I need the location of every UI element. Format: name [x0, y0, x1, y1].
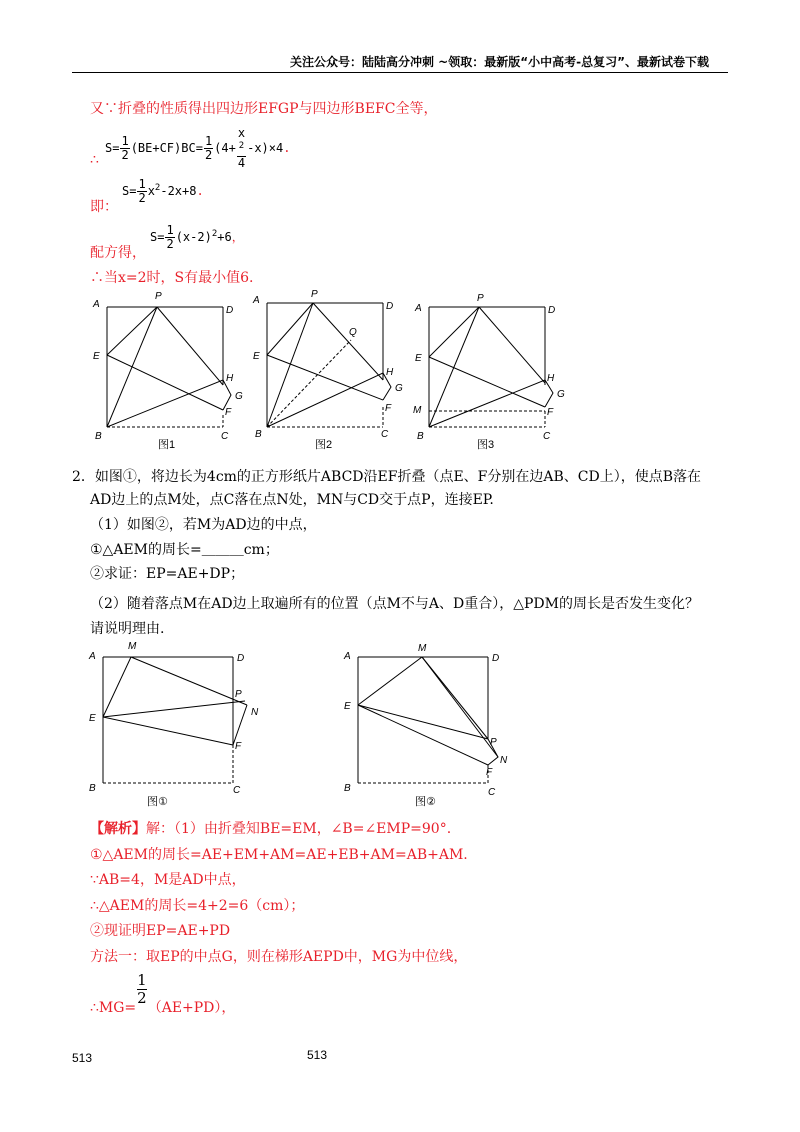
figc2-label-d: D	[492, 653, 500, 664]
fig1-label-d: D	[226, 305, 234, 316]
fig2-label-g: G	[395, 383, 403, 394]
figure-3	[429, 305, 556, 427]
fig1-label-p: P	[155, 291, 162, 302]
ji-label: 即：	[90, 199, 118, 215]
fig2-label-f: F	[385, 403, 392, 414]
fig1-caption: 图1	[158, 439, 176, 451]
fig1-label-h: H	[226, 373, 234, 384]
problem2-q1a: ①△AEM的周长=＿＿＿cm；	[90, 542, 279, 558]
analysis-line2: ①△AEM的周长=AE+EM+AM=AE+EB+AM=AB+AM.	[90, 847, 468, 863]
figc1-label-d: D	[237, 653, 245, 664]
header-rule	[72, 72, 728, 73]
figc2-label-m: M	[418, 643, 427, 654]
analysis-line4: ∴△AEM的周长=4+2=6（cm）；	[90, 898, 305, 914]
fig1-label-c: C	[221, 431, 229, 442]
fig1-label-a: A	[93, 299, 100, 310]
figc1-label-a: A	[89, 651, 96, 662]
analysis-line6: 方法一：取EP的中点G，则在梯形AEPD中，MG为中位线，	[90, 949, 468, 965]
figc1-label-p: P	[235, 689, 242, 700]
fig2-label-q: Q	[349, 327, 357, 338]
fig1-label-b: B	[95, 431, 102, 442]
problem2-q1: （1）如图②，若M为AD边的中点，	[90, 517, 317, 533]
figure-circle-1	[103, 657, 247, 783]
page-number-center: 513	[307, 1048, 328, 1062]
problem2-q2b: 请说明理由.	[90, 621, 165, 637]
fig3-label-e: E	[415, 353, 422, 364]
page-number-left: 513	[72, 1051, 93, 1065]
fig3-caption: 图3	[477, 439, 495, 451]
answer-blank[interactable]: ＿＿＿	[201, 542, 244, 558]
fig2-label-p: P	[311, 289, 318, 300]
figc1-caption: 图①	[147, 796, 168, 808]
fig3-label-m: M	[413, 405, 422, 416]
equation-s-area: S= $\frac{1}{2}$ (BE+CF)BC= $\frac{1}{2}$ (4+ x $^2$ 4 -x)×4.	[105, 126, 291, 170]
figc2-label-f: F	[486, 767, 493, 778]
header-text: 关注公众号：陆陆高分冲刺 ~领取：最新版“小中高考-总复习”、最新试卷下载	[290, 55, 709, 69]
figc1-label-b: B	[89, 783, 96, 794]
figc1-label-e: E	[89, 713, 96, 724]
figc1-label-c: C	[233, 785, 241, 796]
fig2-label-c: C	[381, 429, 389, 440]
fig3-label-g: G	[557, 389, 565, 400]
figc1-label-f: F	[235, 741, 242, 752]
analysis-tag: 【解析】	[90, 821, 146, 837]
problem2-q2: （2）随着落点M在AD边上取遍所有的位置（点M不与A、D重合），△PDM的周长是否发生变化？	[90, 596, 699, 612]
figc2-label-a: A	[344, 651, 351, 662]
figure-circle-2	[358, 657, 498, 783]
fig1-label-f: F	[225, 407, 232, 418]
fig2-label-a: A	[253, 295, 260, 306]
fig3-label-d: D	[548, 305, 556, 316]
figc2-label-e: E	[344, 701, 351, 712]
fig2-label-h: H	[386, 367, 394, 378]
fig3-label-c: C	[543, 431, 551, 442]
analysis-line5: ②现证明EP=AE+PD	[90, 923, 231, 939]
figc2-label-n: N	[500, 755, 508, 766]
fig3-label-h: H	[547, 373, 555, 384]
fig2-label-b: B	[255, 429, 262, 440]
fig3-label-p: P	[477, 293, 484, 304]
fig2-label-d: D	[386, 301, 394, 312]
fig1-label-e: E	[93, 351, 100, 362]
figc2-caption: 图②	[415, 796, 436, 808]
analysis-line7: ∴MG= $\frac{1}{2}$ （AE+PD），	[90, 971, 236, 1016]
solution-line1: 又∵折叠的性质得出四边形EFGP与四边形BEFC全等，	[90, 101, 438, 117]
figc1-label-m: M	[128, 641, 137, 652]
fig3-label-b: B	[417, 431, 424, 442]
solution-conclusion: ∴当x=2时，S有最小值6.	[90, 270, 254, 286]
figures-top	[85, 285, 585, 455]
problem2-line2: AD边上的点M处，点C落在点N处，MN与CD交于点P，连接EP.	[90, 492, 494, 508]
figures-mid	[85, 635, 545, 810]
figc2-label-b: B	[344, 783, 351, 794]
analysis-line3: ∵AB=4，M是AD中点，	[90, 872, 246, 888]
fig2-caption: 图2	[315, 439, 333, 451]
figc2-label-p: P	[490, 737, 497, 748]
problem2-line1: 2．如图①，将边长为4cm的正方形纸片ABCD沿EF折叠（点E、F分别在边AB、CD上），使点B落在	[72, 469, 702, 485]
equation-s-expanded: S= $\frac{1}{2}$ $x^2-2x+8$.	[122, 177, 204, 205]
problem2-q1b: ②求证：EP=AE+DP；	[90, 566, 245, 582]
analysis-line1: 【解析】解：（1）由折叠知BE=EM，∠B=∠EMP=90°.	[90, 821, 452, 837]
fig2-label-e: E	[253, 351, 260, 362]
fig3-label-a: A	[415, 303, 422, 314]
fig1-label-g: G	[235, 391, 243, 402]
equation-s-completed-square: S= $\frac{1}{2}$ $(x-2)^2+6$，	[150, 223, 244, 251]
fig3-label-f: F	[547, 407, 554, 418]
figure-2	[267, 301, 394, 427]
peifang-label: 配方得，	[90, 245, 146, 261]
figc1-label-n: N	[251, 707, 259, 718]
therefore-symbol: ∴	[90, 152, 99, 168]
figure-1	[107, 305, 234, 427]
figc2-label-c: C	[488, 787, 496, 798]
